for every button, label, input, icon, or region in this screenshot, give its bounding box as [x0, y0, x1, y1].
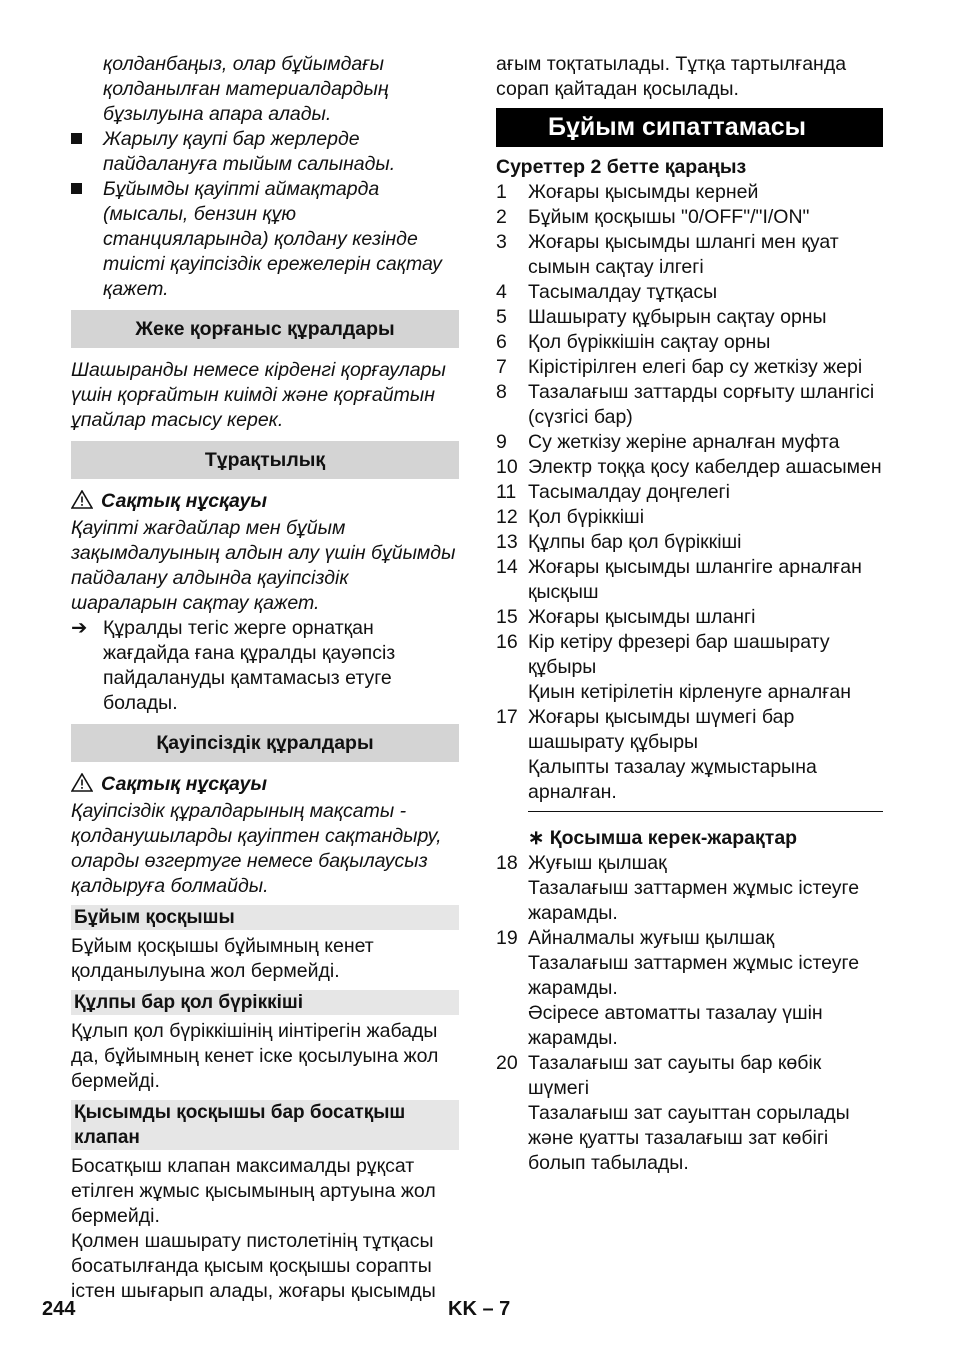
warning-triangle-icon — [71, 490, 93, 516]
item-number: 5 — [496, 306, 507, 328]
list-item — [496, 380, 883, 430]
item-note: Әсіресе автоматты тазалау үшін жарамды. — [528, 1002, 823, 1049]
left-column — [71, 52, 459, 1304]
right-column — [496, 52, 883, 1176]
warning-label: Сақтық нұсқауы — [101, 490, 268, 512]
device-description-title: Бұйым сипаттамасы — [496, 108, 883, 147]
item-text: Тасымалдау тұтқасы — [528, 281, 718, 303]
intro-continuation: қолданбаңыз, олар бұйымдағы қолданылған материалдардың бұзылуына апара алады. — [103, 53, 389, 125]
list-item — [496, 205, 883, 230]
item-text: Тазалағыш зат сауыты бар көбік шүмегі — [528, 1052, 822, 1099]
list-item — [496, 480, 883, 505]
item-text: Шашырату құбырын сақтау орны — [528, 306, 827, 328]
relief-valve-text: Босатқыш клапан максималды рұқсат етілген жұмыс қысымының артуына жол бермейді. — [71, 1155, 436, 1227]
bullet-text: Жарылу қаупі бар жерлерде пайдалануға тыйым салынады. — [103, 128, 396, 175]
item-17-note: Қалыпты тазалау жұмыстарына арналған. — [528, 756, 817, 803]
item-note: Тазалағыш заттармен жұмыс істеуге жарамды. — [528, 877, 860, 924]
device-switch-text: Бұйым қосқышы бұйымның кенет қолданылуына жол бермейді. — [71, 935, 374, 982]
ppe-text: Шашыранды немесе кірденгі қорғаулары үшін қорғайтын киімді және қорғайтын ұпайлар тасысу керек. — [71, 359, 446, 431]
arrow-right-icon: ➔ — [71, 617, 88, 639]
square-bullet-icon — [71, 183, 82, 194]
list-item — [496, 555, 883, 605]
item-number: 1 — [496, 181, 507, 203]
item-text: Су жеткізу жеріне арналған муфта — [528, 431, 840, 453]
item-text: Электр тоққа қосу кабелдер ашасымен — [528, 456, 882, 478]
square-bullet-icon — [71, 133, 82, 144]
list-item — [496, 280, 883, 305]
figures-reference: Суреттер 2 бетте қараңыз — [496, 156, 747, 178]
item-number: 18 — [496, 852, 518, 874]
section-heading-safety: Қауіпсіздік құралдары — [71, 724, 459, 762]
item-number: 3 — [496, 231, 507, 253]
item-number: 16 — [496, 631, 518, 653]
subheading-relief-valve: Қысымды қосқышы бар босатқыш клапан — [71, 1100, 459, 1150]
subheading-device-switch: Бұйым қосқышы — [71, 905, 459, 930]
item-number: 13 — [496, 531, 518, 553]
section-code: KK – 7 — [448, 1298, 511, 1320]
item-number: 17 — [496, 706, 518, 728]
list-item — [496, 230, 883, 280]
bullet-item — [71, 127, 459, 177]
item-text: Жуғыш қылшақ — [528, 852, 667, 874]
separator-line — [528, 811, 883, 812]
item-text: Бұйым қосқышы "0/OFF"/"I/ON" — [528, 206, 810, 228]
item-number: 6 — [496, 331, 507, 353]
item-number: 7 — [496, 356, 507, 378]
page-number: 244 — [42, 1298, 76, 1320]
item-text: Айналмалы жуғыш қылшақ — [528, 927, 775, 949]
arrow-item — [71, 616, 459, 716]
list-item — [496, 1051, 883, 1101]
list-item — [496, 430, 883, 455]
item-number: 15 — [496, 606, 518, 628]
list-item — [496, 530, 883, 555]
list-item — [496, 505, 883, 530]
item-number: 9 — [496, 431, 507, 453]
list-item — [496, 926, 883, 951]
item-text: Тазалағыш заттарды сорғыту шлангісі (сүзгісі бар) — [528, 381, 875, 428]
warning-label: Сақтық нұсқауы — [101, 773, 268, 795]
item-text: Қол бүріккішін сақтау орны — [528, 331, 771, 353]
section-heading-ppe: Жеке қорғаныс құралдары — [71, 310, 459, 348]
list-item — [496, 455, 883, 480]
warning-text: Қауіпті жағдайлар мен бұйым зақымдалуының алдын алу үшін бұйымды пайдалану алдында қауіпсіздік шараларын сақтау қажет. — [71, 517, 456, 614]
item-text: Жоғары қысымды шүмегі бар шашырату құбыры — [528, 706, 795, 753]
list-item — [496, 355, 883, 380]
arrow-item-text: Құралды тегіс жерге орнатқан жағдайда ғана құралды қауәпсіз пайдалануды қамтамасыз етуге болады. — [103, 617, 396, 714]
item-number: 19 — [496, 927, 518, 949]
item-number: 8 — [496, 381, 507, 403]
warning-triangle-icon — [71, 773, 93, 799]
list-item — [496, 180, 883, 205]
item-note: Тазалағыш зат сауыттан сорылады және қуатты тазалағыш зат көбігі болып табылады. — [528, 1102, 850, 1174]
item-note: Тазалағыш заттармен жұмыс істеуге жарамды. — [528, 952, 860, 999]
component-list — [496, 180, 883, 805]
list-item — [496, 605, 883, 630]
list-item — [496, 330, 883, 355]
item-number: 20 — [496, 1052, 518, 1074]
bullet-item — [71, 177, 459, 302]
item-text: Жоғары қысымды керней — [528, 181, 759, 203]
section-heading-stability: Тұрақтылық — [71, 441, 459, 479]
item-text: Қол бүріккіші — [528, 506, 645, 528]
item-text: Құлпы бар қол бүріккіші — [528, 531, 742, 553]
list-item — [496, 630, 883, 680]
item-text: Кірістірілген елегі бар су жеткізу жері — [528, 356, 863, 378]
trigger-lock-text: Құлып қол бүріккішінің иінтірегін жабады да, бұйымның кенет іске қосылуына жол бермейді. — [71, 1020, 439, 1092]
item-text: Жоғары қысымды шлангі — [528, 606, 756, 628]
item-text: Жоғары қысымды шлангіге арналған қысқыш — [528, 556, 862, 603]
top-continuation: ағым тоқтатылады. Тұтқа тартылғанда сорап қайтадан қосылады. — [496, 53, 847, 100]
bullet-text: Бұйымды қауіпті аймақтарда (мысалы, бензин құю станцияларында) қолдану кезінде тиісті қауіпсіздік ережелерін сақтау қажет. — [103, 178, 442, 300]
list-item — [496, 705, 883, 755]
item-number: 11 — [496, 481, 517, 503]
subheading-trigger-lock: Құлпы бар қол бүріккіші — [71, 990, 459, 1015]
accessories-heading: ∗ Қосымша керек-жарақтар — [528, 827, 798, 849]
relief-valve-text-2: Қолмен шашырату пистолетінің тұтқасы босатылғанда қысым қосқышы сорапты істен шығарып алады, жоғары қысымды — [71, 1230, 436, 1302]
warning-text: Қауіпсіздік құралдарының мақсаты - қолданушыларды қауіптен сақтандыру, оларды өзгертуге немесе бақылаусыз қалдыруға болмайды. — [71, 800, 442, 897]
item-16-note: Қиын кетірілетін кірленуге арналған — [528, 681, 852, 703]
item-number: 14 — [496, 556, 518, 578]
item-number: 12 — [496, 506, 518, 528]
item-number: 4 — [496, 281, 507, 303]
item-number: 10 — [496, 456, 518, 478]
item-text: Тасымалдау доңгелегі — [528, 481, 730, 503]
warning-heading — [71, 489, 459, 516]
item-number: 2 — [496, 206, 507, 228]
warning-heading — [71, 772, 459, 799]
list-item — [496, 305, 883, 330]
list-item — [496, 851, 883, 876]
item-text: Жоғары қысымды шлангі мен қуат сымын сақтау ілгегі — [528, 231, 839, 278]
item-text: Кір кетіру фрезері бар шашырату құбыры — [528, 631, 830, 678]
